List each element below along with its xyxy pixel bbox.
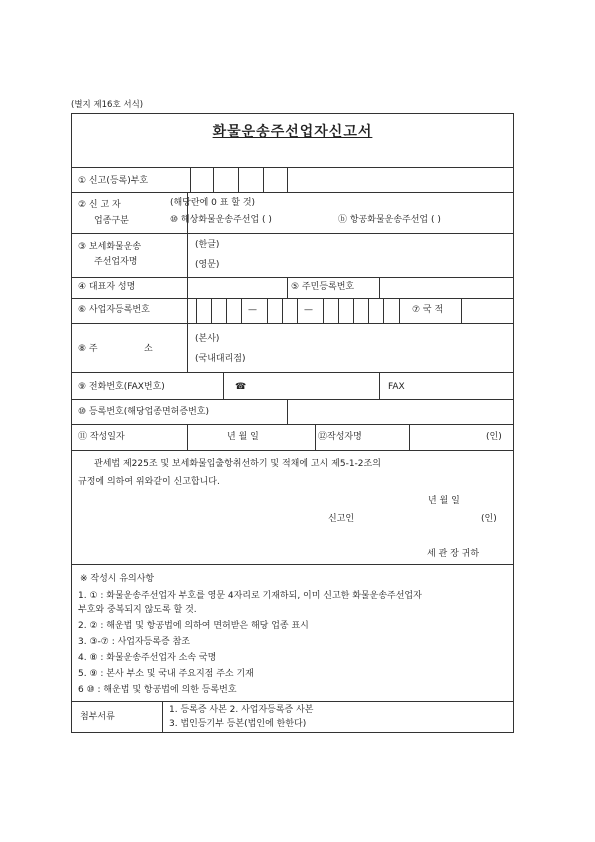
license-number-field[interactable] bbox=[288, 400, 512, 423]
address-headquarters[interactable]: (본사) bbox=[195, 334, 220, 344]
registration-code-boxes[interactable] bbox=[190, 167, 287, 192]
company-name-label-2: 주선업자명 bbox=[94, 257, 138, 267]
declaration-line-2: 규정에 의하여 위와같이 신고합니다. bbox=[78, 477, 220, 487]
fax-field[interactable] bbox=[412, 374, 512, 397]
phone-fax-label: ⑨ 전화번호(FAX번호) bbox=[78, 382, 165, 392]
created-date-value[interactable]: 년 월 일 bbox=[227, 432, 259, 442]
resident-number-label: ⑤ 주민등록번호 bbox=[291, 282, 355, 292]
company-name-english[interactable]: (영문) bbox=[195, 260, 220, 270]
note-6: 6 ⑩ : 해운법 및 항공법에 의한 등록번호 bbox=[78, 685, 237, 695]
representative-name-label: ④ 대표자 성명 bbox=[78, 282, 136, 292]
addressee: 세 관 장 귀하 bbox=[427, 549, 480, 559]
sea-freight-option[interactable]: ⑩ 해상화물운송주선업 ( ) bbox=[170, 215, 272, 225]
representative-name-field[interactable] bbox=[188, 278, 286, 297]
registration-code-label: ① 신고(등록)부호 bbox=[78, 176, 149, 186]
declaration-line-1: 관세법 제225조 및 보세화물입출항취선하기 및 적채에 고시 제5-1-2조의 bbox=[94, 459, 381, 469]
attachment-item-2: 3. 법인등기부 등본(법인에 한한다) bbox=[169, 719, 307, 729]
business-number-dash-1: — bbox=[248, 305, 257, 315]
created-date-label: ⑪ 작성일자 bbox=[78, 432, 125, 442]
business-number-boxes[interactable] bbox=[188, 299, 398, 322]
notes-heading: ※ 작성시 유의사항 bbox=[80, 574, 155, 584]
phone-field[interactable] bbox=[247, 374, 377, 397]
address-label-2: 소 bbox=[144, 344, 153, 354]
note-1-cont: 부호와 중복되지 않도록 할 것. bbox=[78, 605, 197, 615]
note-3: 3. ③-⑦ : 사업자등록증 참조 bbox=[78, 637, 190, 647]
license-number-label: ⑩ 등록번호(해당업종면허증번호) bbox=[78, 407, 209, 417]
business-type-hint: (해당란에 0 표 할 것) bbox=[170, 198, 256, 208]
nationality-field[interactable] bbox=[462, 299, 512, 322]
company-name-label: ③ 보세화물운송 bbox=[78, 242, 142, 252]
address-label: ⑧ 주 bbox=[78, 344, 98, 354]
writer-name-label: ⑫작성자명 bbox=[318, 432, 362, 442]
form-number: (별지 제16호 서식) bbox=[71, 100, 144, 110]
attachment-item-1: 1. 등록증 사본 2. 사업자등록증 사본 bbox=[169, 705, 314, 715]
air-freight-option[interactable]: ⓑ 항공화물운송주선업 ( ) bbox=[338, 215, 441, 225]
address-local-agent[interactable]: (국내대리점) bbox=[195, 354, 246, 364]
note-5: 5. ⑨ : 본사 부소 및 국내 주요지점 주소 기재 bbox=[78, 669, 254, 679]
reporter-seal: (인) bbox=[481, 514, 497, 524]
note-1: 1. ① : 화물운송주선업자 부호를 영문 4자리로 기재하되, 이미 신고한 화물운송주선업자 bbox=[78, 591, 422, 601]
declaration-date[interactable]: 년 월 일 bbox=[428, 496, 460, 506]
form-title: 화물운송주선업자신고서 bbox=[212, 124, 373, 140]
note-2: 2. ② : 해운법 및 항공법에 의하여 면허받은 해당 업종 표시 bbox=[78, 621, 309, 631]
attachments-label: 첨부서류 bbox=[80, 712, 115, 722]
fax-label: FAX bbox=[388, 382, 405, 392]
writer-seal: (인) bbox=[486, 432, 502, 442]
reporter-label: 신고인 bbox=[328, 514, 355, 524]
reporter-label: ② 신 고 자 bbox=[78, 200, 121, 210]
company-name-korean[interactable]: (한글) bbox=[195, 240, 220, 250]
business-number-dash-2: — bbox=[304, 305, 313, 315]
resident-number-field[interactable] bbox=[380, 278, 512, 297]
report-form bbox=[71, 113, 514, 733]
business-type-label: 업종구분 bbox=[94, 216, 129, 226]
nationality-label: ⑦ 국 적 bbox=[412, 305, 444, 315]
phone-icon: ☎ bbox=[235, 382, 247, 392]
note-4: 4. ⑧ : 화물운송주선업자 소속 국명 bbox=[78, 653, 217, 663]
business-number-label: ⑥ 사업자등록번호 bbox=[78, 305, 150, 315]
